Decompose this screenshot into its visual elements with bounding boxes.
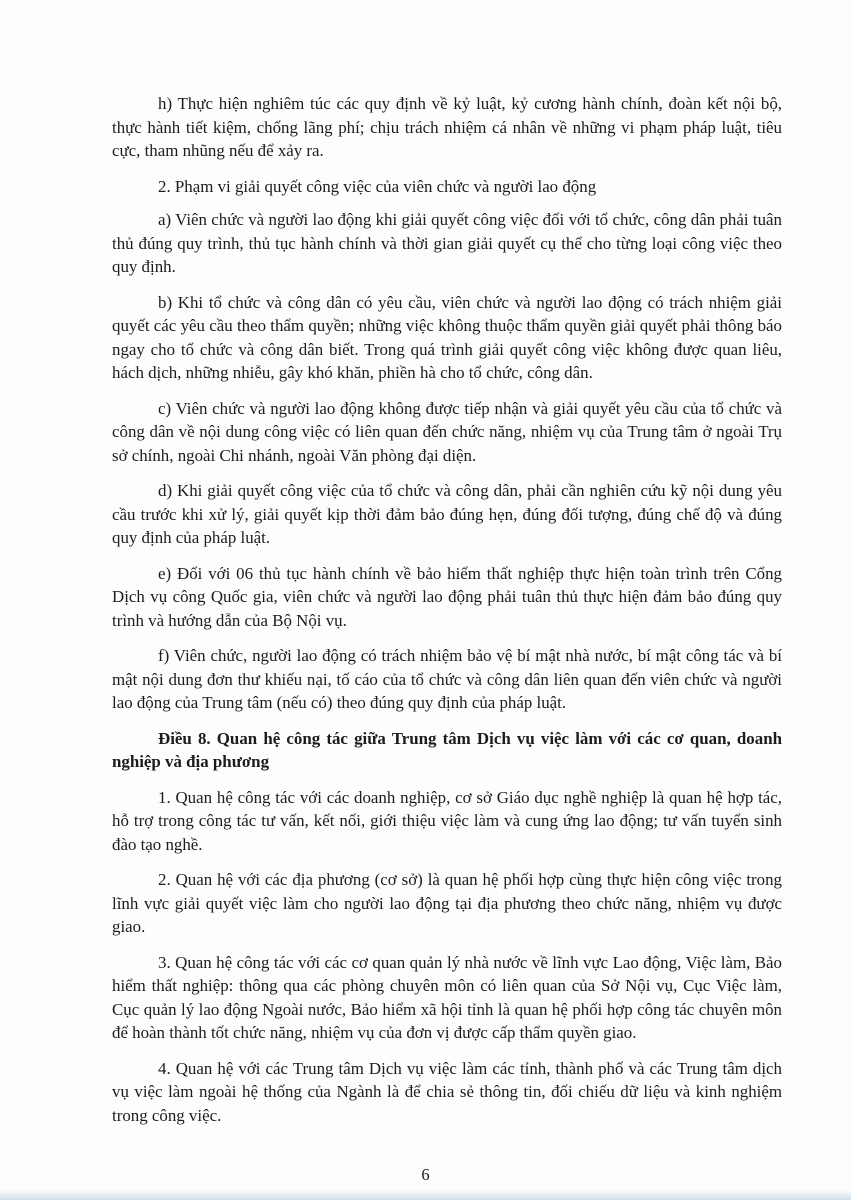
paragraph-a: a) Viên chức và người lao động khi giải quyết công việc đối với tổ chức, công dân phải tuân thủ đúng quy trình, thủ tục hành chính và thời gian giải quyết cụ thể cho từng loại công việc theo quy định.: [112, 210, 782, 276]
paragraph-b: b) Khi tổ chức và công dân có yêu cầu, viên chức và người lao động có trách nhiệm giải quyết các yêu cầu theo thẩm quyền; những việc không thuộc thẩm quyền giải quyết phải thông báo ngay cho tổ chức và công dân biết. Trong quá trình giải quyết công việc không được quan liêu, hách dịch, những nhiễu, gây khó khăn, phiền hà cho tổ chức, công dân.: [112, 292, 782, 382]
article-8-heading: Điều 8. Quan hệ công tác giữa Trung tâm Dịch vụ việc làm với các cơ quan, doanh nghiệp và địa phương: [112, 728, 782, 771]
article-8-item-3: 3. Quan hệ công tác với các cơ quan quản lý nhà nước về lĩnh vực Lao động, Việc làm, Bảo hiểm thất nghiệp: thông qua các phòng chuyên môn có liên quan của Sở Nội vụ, Cục Việc làm, Cục quản lý lao động Ngoài nước, Bảo hiểm xã hội tỉnh là quan hệ phối hợp công tác chuyên môn để hoàn thành tốt chức năng, nhiệm vụ của đơn vị được cấp thẩm quyền giao.: [112, 952, 782, 1042]
article-8-item-1: 1. Quan hệ công tác với các doanh nghiệp, cơ sở Giáo dục nghề nghiệp là quan hệ hợp tác, hỗ trợ trong công tác tư vấn, kết nối, giới thiệu việc làm và cung ứng lao động; tư vấn tuyển sinh đào tạo nghề.: [112, 787, 782, 854]
document-page: [112, 92, 782, 1139]
section-2-title: 2. Phạm vi giải quyết công việc của viên chức và người lao động: [158, 176, 597, 196]
paragraph-h: h) Thực hiện nghiêm túc các quy định về kỷ luật, kỷ cương hành chính, đoàn kết nội bộ, thực hành tiết kiệm, chống lãng phí; chịu trách nhiệm cá nhân về những vi phạm pháp luật, tiêu cực, tham nhũng nếu để xảy ra.: [112, 94, 782, 160]
paragraph-c: c) Viên chức và người lao động không được tiếp nhận và giải quyết yêu cầu của tổ chức và công dân về nội dung công việc có liên quan đến chức năng, nhiệm vụ của Trung tâm ở ngoài Trụ sở chính, ngoài Chi nhánh, ngoài Văn phòng đại diện.: [112, 398, 782, 465]
article-8-item-2: 2. Quan hệ với các địa phương (cơ sở) là quan hệ phối hợp cùng thực hiện công việc trong lĩnh vực giải quyết việc làm cho người lao động tại địa phương theo chức năng, nhiệm vụ được giao.: [112, 870, 782, 936]
scan-edge: [0, 1190, 851, 1200]
article-8-item-4: 4. Quan hệ với các Trung tâm Dịch vụ việc làm các tỉnh, thành phố và các Trung tâm dịch vụ việc làm ngoài hệ thống của Ngành là để chia sẻ thông tin, đối chiếu dữ liệu và kinh nghiệm trong công việc.: [112, 1058, 782, 1125]
paragraph-f: f) Viên chức, người lao động có trách nhiệm bảo vệ bí mật nhà nước, bí mật công tác và bí mật nội dung đơn thư khiếu nại, tố cáo của tổ chức và công dân liên quan đến viên chức và người lao động của Trung tâm (nếu có) theo đúng quy định của pháp luật.: [112, 646, 782, 712]
paragraph-e: e) Đối với 06 thủ tục hành chính về bảo hiểm thất nghiệp thực hiện toàn trình trên Cổng Dịch vụ công Quốc gia, viên chức và người lao động phải tuân thủ thực hiện đảm bảo đúng quy trình và hướng dẫn của Bộ Nội vụ.: [112, 563, 782, 630]
paragraph-d: d) Khi giải quyết công việc của tổ chức và công dân, phải cần nghiên cứu kỹ nội dung yêu cầu trước khi xử lý, giải quyết kịp thời đảm bảo đúng hẹn, đúng đối tượng, đúng chế độ và đúng quy định của pháp luật.: [112, 481, 782, 547]
page-number: 6: [421, 1165, 430, 1184]
